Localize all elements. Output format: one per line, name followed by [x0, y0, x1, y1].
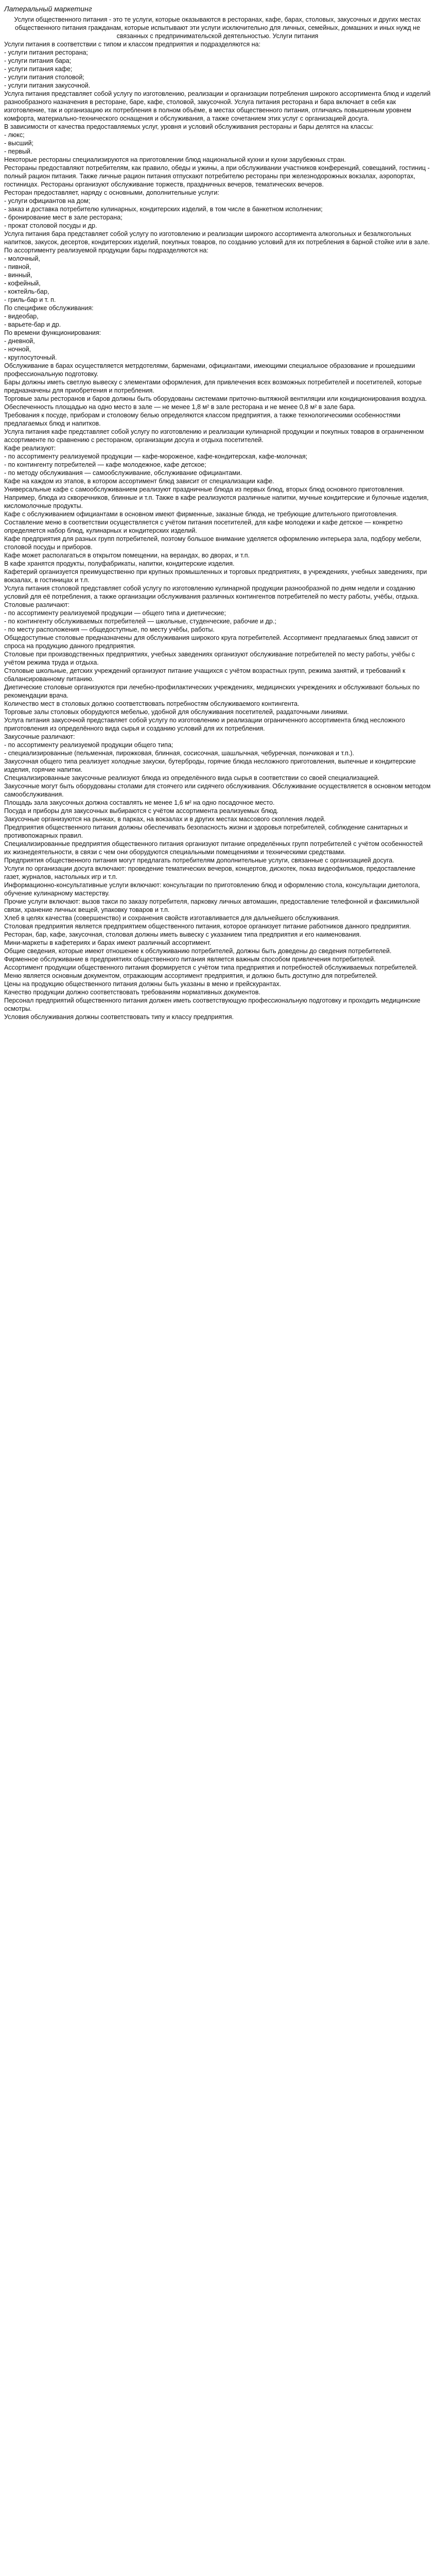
paragraph: В зависимости от качества предоставляемых услуг, уровня и условий обслуживания рестораны и бары делятся на классы:: [4, 123, 374, 130]
paragraph: Ресторан, бар, кафе, закусочная, столовая должны иметь вывеску с указанием типа предприятия и его наименования.: [4, 931, 361, 938]
paragraph: По ассортименту реализуемой продукции бары подразделяются на:: [4, 247, 208, 254]
paragraph: Столовые при производственных предприятиях, учебных заведениях организуют обслуживание потребителей по месту работы, учёбы с учётом режима труда и отдыха.: [4, 651, 417, 666]
paragraph: Составление меню в соответствии осуществляется с учётом питания посетителей, для кафе молодежи и кафе детское — конкретно определяется набор блюд, кулинарных и кондитерских изделий.: [4, 519, 405, 534]
paragraph: Услуга питания бара представляет собой услугу по изготовлению и реализации широкого ассортимента алкогольных и безалкогольных напитков, закусок, десертов, кондитерских изделий, покупных товаров, по созданию условий для их потребления в барной стойке или в зале.: [4, 230, 430, 246]
paragraph: Фирменное обслуживание в предприятиях общественного питания является важным способом привлечения потребителей.: [4, 956, 376, 963]
paragraph: - варьете-бар и др.: [4, 321, 61, 328]
paragraph: Кафетерий организуется преимущественно при крупных промышленных и торговых предприятиях, в учреждениях, учебных заведениях, при вокзалах, в гостиницах и т.п.: [4, 568, 429, 584]
paragraph: - люкс;: [4, 131, 25, 139]
paragraph: - винный,: [4, 272, 32, 279]
paragraph: - по ассортименту реализуемой продукции — общего типа и диетические;: [4, 609, 226, 617]
paragraph: Цены на продукцию общественного питания должны быть указаны в меню и прейскурантах.: [4, 980, 282, 988]
document-body: [4, 15, 431, 1021]
paragraph: - гриль-бар и т. п.: [4, 296, 56, 303]
paragraph: Кафе реализуют:: [4, 445, 56, 452]
paragraph: Посуда и приборы для закусочных выбираются с учётом ассортимента реализуемых блюд.: [4, 807, 278, 815]
paragraph: Кафе предприятия для разных групп потребителей, поэтому большое внимание уделяется оформлению интерьера зала, подбору мебели, столовой посуды и приборов.: [4, 535, 423, 551]
paragraph: Торговые залы столовых оборудуются мебелью, удобной для обслуживания посетителей, раздаточными линиями.: [4, 708, 349, 716]
paragraph: Ассортимент продукции общественного питания формируется с учётом типа предприятия и потребностей обслуживаемых потребителей.: [4, 964, 418, 971]
document-title: Латеральный маркетинг: [4, 5, 92, 13]
paragraph: Рестораны предоставляют потребителям, как правило, обеды и ужины, а при обслуживании участников конференций, совещаний, гостиниц - полный рацион питания. Также личные рацион питания отпускают потребителю рестораны при железнодорожных вокзалах, аэропортах, гостиницах. Рестораны организуют обслуживание торжеств, праздничных вечеров, тематических вечеров.: [4, 164, 432, 188]
paragraph: Некоторые рестораны специализируются на приготовлении блюд национальной кухни и кухни зарубежных стран.: [4, 156, 346, 163]
paragraph: - высший;: [4, 140, 33, 147]
paragraph: Кафе на каждом из этапов, в котором ассортимент блюд зависит от специализации кафе.: [4, 478, 274, 485]
paragraph: Информационно-консультативные услуги включают: консультации по приготовлению блюд и оформлению стола, консультации диетолога, обучение кулинарному мастерству.: [4, 882, 422, 897]
paragraph: Персонал предприятий общественного питания должен иметь соответствующую профессиональную подготовку и проходить медицинские осмотры.: [4, 997, 423, 1012]
paragraph: - услуги питания бара;: [4, 57, 72, 64]
paragraph: Услуги общественного питания - это те услуги, которые оказываются в ресторанах, кафе, барах, столовых, закусочных и других местах общественного питания гражданам, которые испытывают эти услуги исключительно для личных, семейных, домашних и иных нужд не связанных с предпринимательской деятельностью. Услуги питания: [14, 16, 423, 40]
paragraph: - видеобар,: [4, 313, 39, 320]
paragraph: Универсальные кафе с самообслуживанием реализуют праздничные блюда из первых блюд, вторых блюд основного приготовления. Например, блюда из скворечников, блинные и т.п. Также в кафе реализуются различные напитки, мучные кондитерские и булочные изделия, кисломолочные продукты.: [4, 486, 431, 510]
paragraph: Предприятия общественного питания должны обеспечивать безопасность жизни и здоровья потребителей, соблюдение санитарных и противопожарных правил.: [4, 824, 410, 839]
paragraph: - дневной,: [4, 337, 35, 345]
paragraph: - по методу обслуживания — самообслуживание, обслуживание официантами.: [4, 469, 242, 477]
paragraph: Специализированные предприятия общественного питания организуют питание определённых групп потребителей с учётом особенностей их жизнедеятельности, в связи с чем они оборудуются специальными помещениями и техническими средствами.: [4, 840, 425, 856]
paragraph: - по контингенту потребителей — кафе молодежное, кафе детское;: [4, 461, 206, 468]
paragraph: Бары должны иметь светлую вывеску с элементами оформления, для привлечения всех возможных потребителей и посетителей, которые предназначены для приобретения и потребления.: [4, 379, 424, 394]
paragraph: Мини-маркеты в кафетериях и барах имеют различный ассортимент.: [4, 939, 212, 946]
paragraph: - заказ и доставка потребителю кулинарных, кондитерских изделий, в том числе в банкетном исполнении;: [4, 206, 323, 213]
paragraph: - бронирование мест в зале ресторана;: [4, 214, 123, 221]
document-page: [0, 0, 436, 1026]
paragraph: Столовая предприятия является предприятием общественного питания, которое организует питание работников данного предприятия.: [4, 923, 411, 930]
paragraph: - услуги питания кафе;: [4, 65, 73, 73]
paragraph: В кафе хранятся продукты, полуфабрикаты, напитки, кондитерские изделия.: [4, 560, 235, 567]
paragraph: - услуги питания ресторана;: [4, 49, 88, 56]
paragraph: - круглосуточный.: [4, 354, 57, 361]
paragraph: Хлеб в целях качества (совершенство) и сохранения свойств изготавливается для дальнейшего обслуживания.: [4, 914, 340, 922]
paragraph: Общедоступные столовые предназначены для обслуживания широкого круга потребителей. Ассортимент предлагаемых блюд зависит от спроса на продукцию данного предприятия.: [4, 634, 420, 650]
paragraph: Диетические столовые организуются при лечебно-профилактических учреждениях, медицинских учреждениях и обслуживают больных по рекомендации врача.: [4, 684, 422, 699]
paragraph: Общие сведения, которые имеют отношение к обслуживанию потребителей, должны быть доведены до сведения потребителей.: [4, 947, 392, 955]
paragraph: Площадь зала закусочных должна составлять не менее 1,6 м² на одно посадочное место.: [4, 799, 275, 806]
paragraph: - по ассортименту реализуемой продукции общего типа;: [4, 741, 173, 749]
paragraph: По времени функционирования:: [4, 329, 101, 336]
paragraph: - услуги официантов на дом;: [4, 197, 91, 205]
paragraph: Закусочные могут быть оборудованы столами для стоячего или сидячего обслуживания. Обслуживание осуществляется в основном методом самообслуживания.: [4, 783, 432, 798]
paragraph: - прокат столовой посуды и др.: [4, 222, 97, 229]
paragraph: - коктейль-бар,: [4, 288, 49, 295]
paragraph: - специализированные (пельменная, пирожковая, блинная, сосисочная, шашлычная, чебуречная, пончиковая и т.п.).: [4, 750, 355, 757]
paragraph: Услуга питания столовой представляет собой услугу по изготовлению кулинарной продукции разнообразной по дням недели и созданию условий для её потребления, а также организации обслуживания различных контингентов потребителей по месту работы, учёбы, отдыха.: [4, 585, 419, 600]
paragraph: Меню является основным документом, отражающим ассортимент предприятия, и должно быть доступно для потребителей.: [4, 972, 378, 979]
paragraph: - ночной,: [4, 346, 31, 353]
paragraph: Ресторан предоставляет, наряду с основными, дополнительные услуги:: [4, 189, 219, 196]
paragraph: Предприятия общественного питания могут предлагать потребителям дополнительные услуги, связанные с организацией досуга.: [4, 857, 394, 864]
paragraph: Качество продукции должно соответствовать требованиям нормативных документов.: [4, 989, 260, 996]
paragraph: - по ассортименту реализуемой продукции — кафе-мороженое, кафе-кондитерская, кафе-молочная;: [4, 453, 308, 460]
paragraph: Закусочные организуются на рынках, в парках, на вокзалах и в других местах массового скопления людей.: [4, 816, 326, 823]
paragraph: Услуги по организации досуга включают: проведение тематических вечеров, концертов, дискотек, показ видеофильмов, предоставление газет, журналов, настольных игр и т.п.: [4, 865, 417, 880]
paragraph: - кофейный,: [4, 280, 41, 287]
paragraph: Прочие услуги включают: вызов такси по заказу потребителя, парковку личных автомашин, предоставление телефонной и факсимильной связи, хранение личных вещей, упаковку товаров и т.п.: [4, 898, 421, 913]
paragraph: - по контингенту обслуживаемых потребителей — школьные, студенческие, рабочие и др.;: [4, 618, 276, 625]
paragraph: Кафе с обслуживанием официантами в основном имеют фирменные, заказные блюда, не требующие длительного приготовления.: [4, 511, 398, 518]
paragraph: По специфике обслуживания:: [4, 304, 94, 312]
paragraph: Услуга питания представляет собой услугу по изготовлению, реализации и организации потребления широкого ассортимента блюд и изделий разнообразного назначения в ресторане, баре, кафе, столовой, закусочной. Услуга питания ресторана и бара включает в себя как изготовление, так и организацию их потребления в полном объёме, в местах общественного питания, отличаясь повышенным уровнем комфорта, материально-технического оснащения и обслуживания, а также сочетанием этих услуг с организацией досуга.: [4, 90, 432, 122]
paragraph: Услуга питания закусочной представляет собой услугу по изготовлению и реализации ограниченного ассортимента блюд несложного приготовления из определённого вида сырья и созданию условий для их потребления.: [4, 717, 407, 732]
paragraph: Услуги питания в соответствии с типом и классом предприятия и подразделяются на:: [4, 41, 260, 48]
paragraph: Закусочные различают:: [4, 733, 75, 740]
paragraph: Количество мест в столовых должно соответствовать потребностям обслуживаемого контингента.: [4, 700, 300, 707]
paragraph: Закусочная общего типа реализует холодные закуски, бутерброды, горячие блюда несложного приготовления, выпечные и кондитерские изделия, горячие напитки.: [4, 758, 418, 773]
paragraph: - первый.: [4, 148, 32, 155]
paragraph: - пивной,: [4, 263, 31, 270]
paragraph: Обслуживание в барах осуществляется метрдотелями, барменами, официантами, имеющими специальное образование и прошедшими профессиональную подготовку.: [4, 362, 417, 378]
paragraph: Столовые школьные, детских учреждений организуют питание учащихся с учётом возрастных групп, режима занятий, и требований к сбалансированному питанию.: [4, 667, 407, 683]
paragraph: Услуга питания кафе представляет собой услугу по изготовлению и реализации кулинарной продукции и покупных товаров в ограниченном ассортименте по сравнению с рестораном, организации досуга и отдыха посетителей.: [4, 428, 426, 444]
paragraph: - по месту расположения — общедоступные, по месту учёбы, работы.: [4, 626, 215, 633]
paragraph: - услуги питания столовой;: [4, 74, 84, 81]
paragraph: - услуги питания закусочной.: [4, 82, 91, 89]
paragraph: Требования к посуде, приборам и столовому белью определяются классом предприятия, а также технологическими особенностями предлагаемых блюд и напитков.: [4, 412, 403, 427]
paragraph: Столовые различают:: [4, 601, 70, 608]
paragraph: Кафе может располагаться в открытом помещении, на верандах, во дворах, и т.п.: [4, 552, 250, 559]
paragraph: Условия обслуживания должны соответствовать типу и классу предприятия.: [4, 1013, 234, 1021]
paragraph: Специализированные закусочные реализуют блюда из определённого вида сырья в соответствии со своей специализацией.: [4, 774, 380, 782]
paragraph: Торговые залы ресторанов и баров должны быть оборудованы системами приточно-вытяжной вентиляции или кондиционирования воздуха. Обеспеченность площадью на одно место в зале — не менее 1,8 м² в зале ресторана и не менее 0,8 м² в зале бара.: [4, 395, 429, 411]
paragraph: - молочный,: [4, 255, 40, 262]
